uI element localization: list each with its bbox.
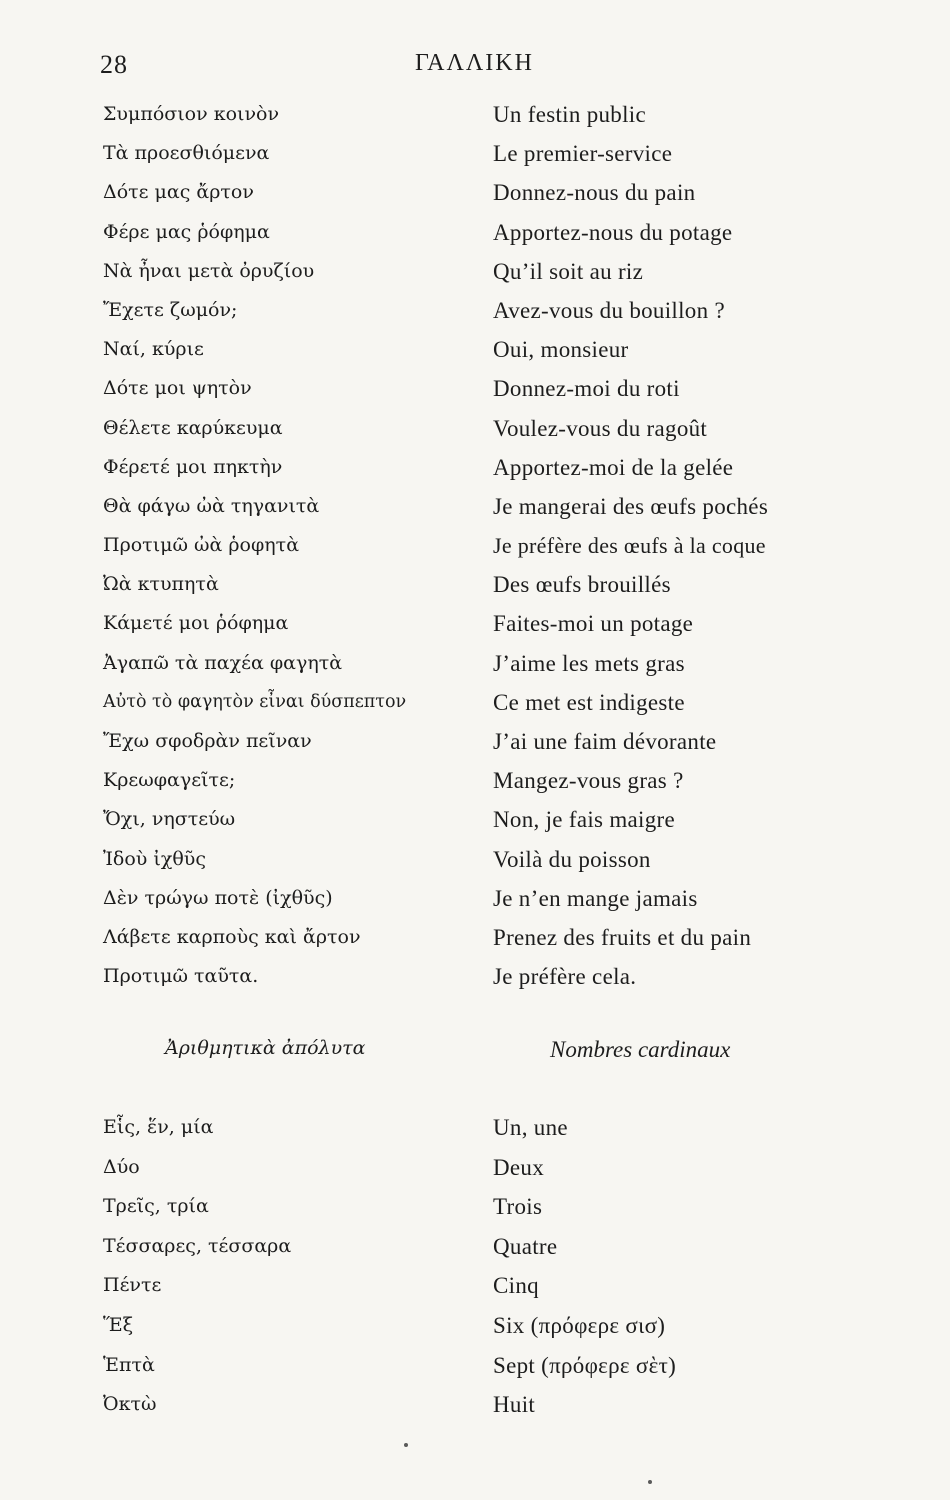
french-number: Cinq	[493, 1273, 539, 1299]
paper-speck	[648, 1480, 652, 1484]
greek-number: Ὀκτὼ	[103, 1393, 157, 1416]
french-phrase: Le premier-service	[493, 141, 673, 167]
greek-phrase: Ἔχετε ζωμόν;	[103, 298, 238, 321]
french-numbers-column	[493, 1108, 893, 1425]
french-phrase: Ce met est indigeste	[493, 689, 685, 715]
section-title-french: Nombres cardinaux	[550, 1037, 731, 1062]
greek-number: Ἕξ	[103, 1313, 134, 1336]
french-number: Trois	[493, 1194, 543, 1220]
french-number: Huit	[493, 1392, 536, 1418]
greek-phrases-column	[103, 95, 493, 996]
french-phrase: Mangez-vous gras ?	[493, 768, 684, 794]
greek-phrase: Προτιμῶ ταῦτα.	[103, 965, 259, 988]
page-number: 28	[100, 50, 128, 79]
french-number: Sept (πρόφερε σὲτ)	[493, 1352, 677, 1378]
page-header	[0, 50, 950, 90]
french-phrase: Je préfère des œufs à la coque	[493, 533, 766, 559]
french-phrase: Un festin public	[493, 102, 646, 127]
greek-phrase: Συμπόσιον κοινὸν	[103, 103, 280, 125]
french-phrase: Donnez-nous du pain	[493, 180, 696, 206]
greek-phrase: Ὄχι, νηστεύω	[103, 808, 236, 831]
greek-number: Τέσσαρες, τέσσαρα	[103, 1234, 292, 1257]
greek-phrase: Λάβετε καρποὺς καὶ ἄρτον	[103, 925, 361, 948]
french-phrase: Apportez-moi de la gelée	[493, 454, 734, 480]
greek-phrase: Δότε μοι ψητὸν	[103, 377, 252, 400]
french-phrase: J’aime les mets gras	[493, 650, 685, 676]
french-phrase: Avez-vous du bouillon ?	[493, 297, 725, 323]
french-phrase: Qu’il soit au riz	[493, 258, 644, 284]
french-phrase: Je préfère cela.	[493, 964, 637, 990]
greek-phrase: Κρεωφαγεῖτε;	[103, 769, 236, 792]
french-phrase: Des œufs brouillés	[493, 572, 671, 598]
french-number: Six (πρόφερε σισ)	[493, 1312, 666, 1338]
french-phrase: Je mangerai des œufs pochés	[493, 493, 769, 519]
greek-phrase: Προτιμῶ ὠὰ ῥοφητὰ	[103, 534, 300, 557]
greek-phrase: Κάμετέ μοι ῥόφημα	[103, 612, 289, 635]
greek-number: Εἷς, ἕν, μία	[103, 1116, 214, 1138]
french-phrase: Prenez des fruits et du pain	[493, 924, 752, 950]
greek-phrase: Τὰ προεσθιόμενα	[103, 142, 270, 165]
paper-speck	[404, 1443, 408, 1447]
section-title-greek: Ἀριθμητικὰ ἀπόλυτα	[165, 1037, 366, 1059]
greek-phrase: Θέλετε καρύκευμα	[103, 416, 283, 439]
french-number: Deux	[493, 1154, 545, 1180]
greek-numbers-column	[103, 1108, 493, 1425]
greek-phrase: Νὰ ἦναι μετὰ ὀρυζίου	[103, 259, 315, 282]
french-phrase: Voulez-vous du ragoût	[493, 415, 708, 441]
french-phrase: Non, je fais maigre	[493, 807, 675, 833]
french-phrases-column	[493, 95, 893, 996]
french-number: Un, une	[493, 1115, 568, 1140]
greek-number: Ἑπτὰ	[103, 1353, 155, 1376]
greek-number: Δύο	[103, 1155, 140, 1178]
greek-phrase: Ἰδοὺ ἰχθῦς	[103, 847, 206, 870]
greek-number: Τρεῖς, τρία	[103, 1195, 209, 1218]
greek-phrase: Ἔχω σφοδρὰν πεῖναν	[103, 730, 312, 752]
french-phrase: Je n’en mange jamais	[493, 885, 698, 911]
greek-phrase: Φέρετέ μοι πηκτὴν	[103, 455, 283, 478]
french-phrase: Apportez-nous du potage	[493, 219, 733, 245]
greek-phrase: Φέρε μας ῥόφημα	[103, 220, 270, 243]
french-number: Quatre	[493, 1233, 558, 1259]
greek-phrase: Ναί, κύριε	[103, 338, 204, 361]
greek-phrase: Ἀγαπῶ τὰ παχέα φαγητὰ	[103, 651, 343, 674]
greek-phrase: Δὲν τρώγω ποτὲ (ἰχθῦς)	[103, 886, 333, 909]
greek-number: Πέντε	[103, 1274, 162, 1297]
french-phrase: Voilà du poisson	[493, 846, 651, 872]
greek-phrase: Αὐτὸ τὸ φαγητὸν εἶναι δύσπεπτον	[103, 691, 407, 712]
greek-phrase: Θὰ φάγω ὠὰ τηγανιτὰ	[103, 494, 320, 517]
french-phrase: J’ai une faim dévorante	[493, 729, 717, 754]
french-phrase: Faites-moi un potage	[493, 611, 694, 637]
running-title: ΓΑΛΛΙΚΗ	[415, 50, 534, 76]
french-phrase: Donnez-moi du roti	[493, 376, 680, 402]
french-phrase: Oui, monsieur	[493, 337, 629, 363]
greek-phrase: Δότε μας ἄρτον	[103, 181, 254, 204]
greek-phrase: Ὠὰ κτυπητὰ	[103, 573, 219, 596]
